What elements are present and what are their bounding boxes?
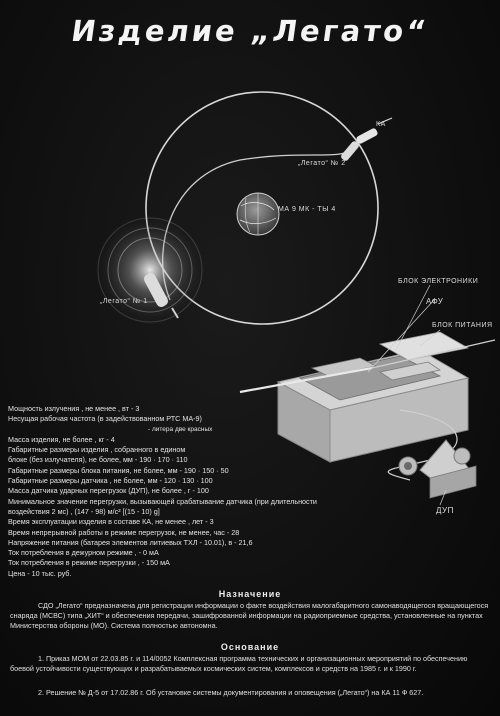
spec-row: Время эксплуатации изделия в составе КА, не менее , лет - 3	[8, 517, 214, 527]
spec-row: Мощность излучения , не менее , вт - 3	[8, 404, 140, 413]
spec-row: Время непрерывной работы в режиме перегрузок, не менее, час - 28	[8, 527, 240, 537]
basis-item-1: 1. Приказ МОМ от 22.03.85 г. и 114/0052 Комплексная программа технических и организационных мероприятий по обеспечению боевой устойчивости существующих и разрабатываемых космических систем, комплексов и средств на 1985 г. и к 1990 г.	[10, 654, 468, 673]
planet-icon	[237, 193, 279, 235]
label-legato-1: „Легато“ № 1	[100, 298, 148, 305]
spec-row: Масса изделия, не более , кг - 4	[8, 434, 115, 444]
projectile-2-icon	[340, 140, 360, 162]
spec-row: Масса датчика ударных перегрузок (ДУП), не более , г - 100	[8, 486, 209, 496]
label-legato-2: „Легато“ № 2	[298, 160, 346, 167]
purpose-text: СДО „Легато“ предназначена для регистрации информации о факте воздействия малогабаритного самонаводящегося вращающегося снаряда (МСВС) типа „ХИТ“ и обеспечения передачи, зашифрованной информации на радиоприемные средства, установленные на пунктах Министерства обороны (МО). Система полностью автономна.	[10, 601, 489, 630]
spec-row: Габаритные размеры изделия , собранного в едином	[8, 445, 186, 455]
spec-row: Габаритные размеры блока питания, не более, мм - 190 · 150 · 50	[8, 465, 229, 475]
purpose-heading: Назначение	[218, 589, 282, 599]
label-block-power: БЛОК ПИТАНИЯ	[432, 322, 493, 329]
specs-list	[8, 404, 328, 579]
spec-row: Напряжение питания (батарея элементов литиевых ТХЛ - 10.01), в - 21,6	[8, 537, 253, 547]
spec-row: блоке (без излучателя), не более, мм - 190 · 170 · 110	[8, 455, 188, 465]
spec-row: Ток потребления в режиме перегрузки , - 150 мА	[8, 558, 170, 568]
label-afu: АФУ	[426, 297, 444, 306]
label-dup: ДУП	[436, 506, 454, 515]
spacecraft-icon	[355, 118, 392, 145]
burst-glow	[90, 210, 210, 330]
basis-item-2: 2. Решение № Д-5 от 17.02.86 г. Об установке системы документирования и оповещения („Легато“) на КА 11 Ф 627.	[38, 688, 424, 697]
spec-row: Ток потребления в дежурном режиме , - 0 мА	[8, 548, 159, 558]
spec-row: - литера две красных	[148, 425, 213, 433]
spec-row: Цена - 10 тыс. руб.	[8, 568, 72, 578]
basis-heading: Основание	[220, 642, 280, 652]
label-block-electronics: БЛОК ЭЛЕКТРОНИКИ	[398, 278, 479, 285]
label-planet: МА 9 МК - ТЫ 4	[278, 206, 336, 213]
spec-row: Несущая рабочая частота (в задействованном РТС МА-9)	[8, 414, 202, 424]
spec-row: Габаритные размеры датчика , не более, мм - 120 · 130 · 100	[8, 476, 213, 486]
label-ka: КА	[376, 121, 386, 128]
page-title: Изделие „Легато“	[69, 14, 431, 48]
spec-row: Минимальное значение перегрузки, вызывающей срабатывание датчика (при длительности воздействия 2 мс) , (147 - 98) м/с² [(15 - 10) g]	[8, 496, 317, 516]
